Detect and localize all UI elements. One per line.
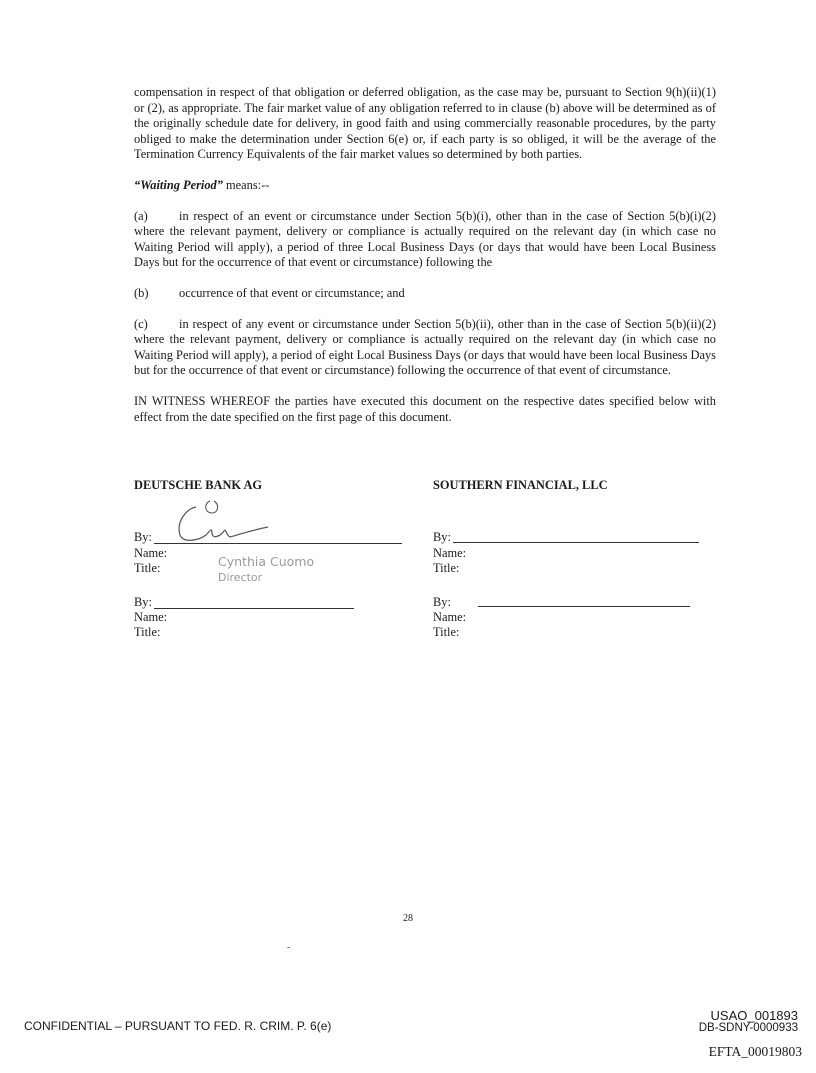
stamped-signer-title: Director (218, 571, 263, 584)
scan-speck: - (287, 942, 291, 953)
clause-c-text: in respect of any event or circumstance under Section 5(b)(ii), other than in the case of Section 5(b)(ii)(2) where the relevant payment, delivery or compliance is actually required on the relevant day (in which case no Waiting Period will apply), a period of eight Local Business Days (or days that would have been local Business Days but for the occurrence of that event or circumstance) following the occurrence of that event of circumstance. (134, 316, 716, 378)
document-body (134, 85, 716, 440)
efta-number: EFTA_00019803 (708, 1044, 802, 1059)
waiting-period-means: means:-- (222, 177, 270, 192)
page-number: 28 (403, 913, 413, 924)
right-title-label-2: Title: (433, 625, 460, 639)
left-signature-line-2 (154, 608, 354, 609)
right-name-label-2: Name: (433, 610, 467, 624)
bates-usao: USAO_001893 (710, 1008, 798, 1023)
left-title-label-1: Title: (134, 561, 161, 575)
waiting-period-heading (134, 178, 716, 194)
clause-a (134, 209, 716, 271)
right-name-label-1: Name: (433, 546, 467, 560)
right-signature-line-2 (478, 606, 690, 607)
left-name-label-1: Name: (134, 546, 168, 560)
bates-stamp (699, 1010, 798, 1034)
stamped-signer-name: Cynthia Cuomo (218, 554, 315, 569)
right-party-name: SOUTHERN FINANCIAL, LLC (433, 478, 608, 492)
clause-b-text: occurrence of that event or circumstance; and (179, 285, 405, 300)
right-signature-line-1 (453, 542, 699, 543)
witness-paragraph: IN WITNESS WHEREOF the parties have executed this document on the respective dates specified below with effect from the date specified on the first page of this document. (134, 393, 716, 424)
left-by-label-1: By: (134, 530, 152, 544)
left-by-label-2: By: (134, 595, 152, 609)
right-by-label-2: By: (433, 595, 451, 609)
waiting-period-term: “Waiting Period” (134, 177, 223, 192)
clause-a-label: (a) (134, 208, 148, 223)
paragraph-compensation: compensation in respect of that obligation or deferred obligation, as the case may be, pursuant to Section 9(h)(ii)(1) or (2), as appropriate. The fair market value of any obligation referred to in clause (b) above will be determined as of the originally schedule date for delivery, in good faith and using commercially reasonable procedures, by the party obliged to make the determination under Section 6(e) or, if each party is so obliged, it will be the average of the Termination Currency Equivalents of the fair market values so determined by both parties. (134, 85, 716, 162)
confidential-notice: CONFIDENTIAL – PURSUANT TO FED. R. CRIM. P. 6(e) (24, 1019, 332, 1033)
clause-b-label: (b) (134, 285, 149, 300)
left-signature-line-1 (154, 543, 402, 544)
clause-c (134, 317, 716, 379)
left-title-label-2: Title: (134, 625, 161, 639)
left-party-name: DEUTSCHE BANK AG (134, 478, 263, 492)
bates-db-sdny: DB-SDNY-0000933 (698, 1022, 798, 1034)
clause-c-label: (c) (134, 316, 148, 331)
right-title-label-1: Title: (433, 561, 460, 575)
clause-b (134, 286, 716, 302)
left-name-label-2: Name: (134, 610, 168, 624)
right-by-label-1: By: (433, 530, 451, 544)
handwritten-signature (168, 497, 288, 547)
clause-a-text: in respect of an event or circumstance under Section 5(b)(i), other than in the case of Section 5(b)(i)(2) where the relevant payment, delivery or compliance is actually required on the relevant day (in which case no Waiting Period will apply), a period of three Local Business Days (or days that would have been Local Business Days but for the occurrence of that event or circumstance) following the (134, 208, 716, 270)
